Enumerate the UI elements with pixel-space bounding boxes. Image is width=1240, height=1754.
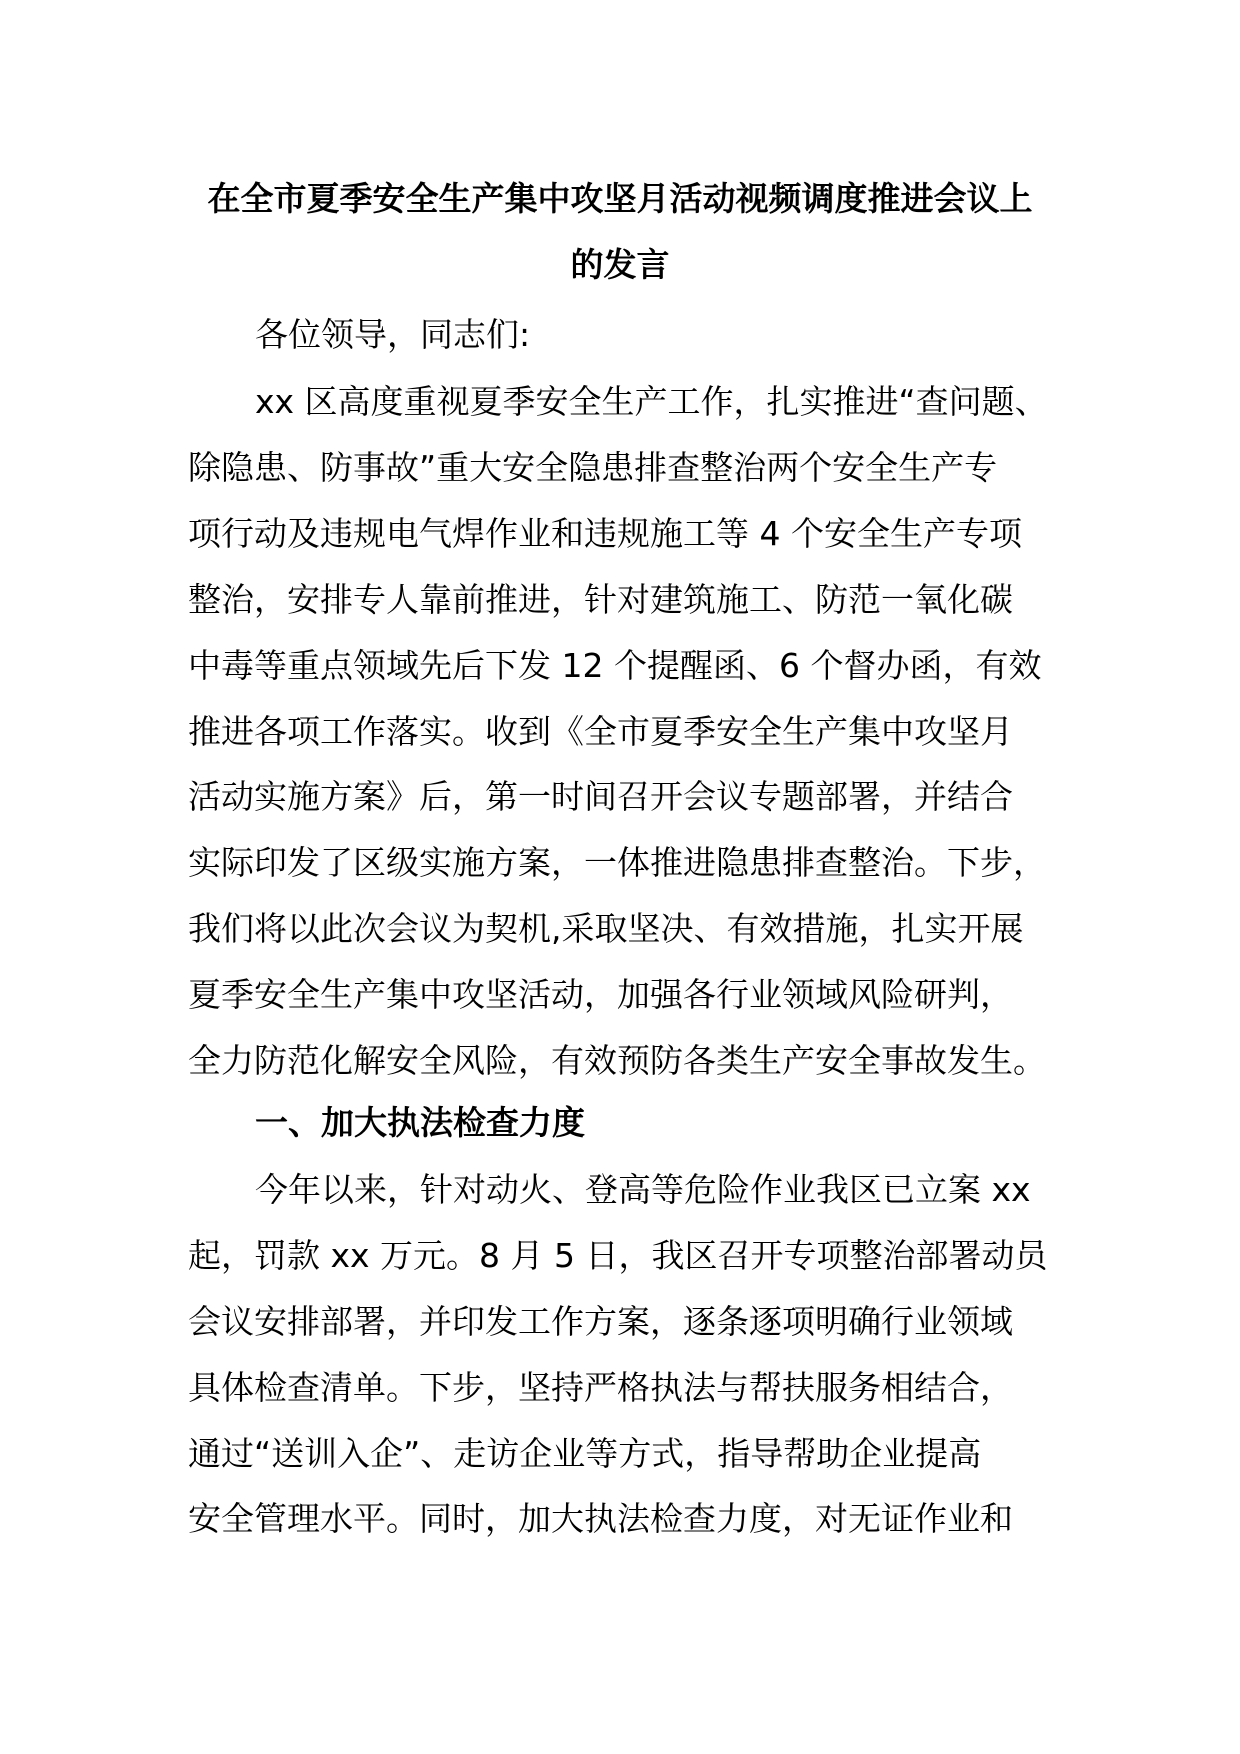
paragraph-line: 我们将以此次会议为契机,采取坚决、有效措施，扎实开展 <box>188 909 1024 948</box>
paragraph-line: 安全管理水平。同时，加大执法检查力度，对无证作业和 <box>188 1499 1013 1538</box>
paragraph-line: 通过“送训入企”、走访企业等方式，指导帮助企业提高 <box>188 1434 982 1473</box>
paragraph-line: 中毒等重点领域先后下发 12 个提醒函、6 个督办函，有效 <box>188 646 1042 685</box>
paragraph-line: 起，罚款 xx 万元。8 月 5 日，我区召开专项整治部署动员 <box>188 1236 1048 1275</box>
section-heading: 一、加大执法检查力度 <box>255 1103 585 1142</box>
paragraph-line: 实际印发了区级实施方案，一体推进隐患排查整治。下步， <box>188 843 1046 882</box>
paragraph-line: 活动实施方案》后，第一时间召开会议专题部署，并结合 <box>188 777 1013 816</box>
paragraph-line: 具体检查清单。下步，坚持严格执法与帮扶服务相结合， <box>188 1368 1013 1407</box>
paragraph-line: 全力防范化解安全风险，有效预防各类生产安全事故发生。 <box>188 1041 1046 1080</box>
paragraph-line: 除隐患、防事故”重大安全隐患排查整治两个安全生产专 <box>188 448 998 487</box>
paragraph-line: 今年以来，针对动火、登高等危险作业我区已立案 xx <box>255 1170 1031 1209</box>
paragraph-line: 推进各项工作落实。收到《全市夏季安全生产集中攻坚月 <box>188 712 1013 751</box>
paragraph-line: 项行动及违规电气焊作业和违规施工等 4 个安全生产专项 <box>188 514 1022 553</box>
document-title-line-1: 在全市夏季安全生产集中攻坚月活动视频调度推进会议上 <box>207 179 1033 218</box>
paragraph-line: 夏季安全生产集中攻坚活动，加强各行业领域风险研判， <box>188 975 1013 1014</box>
paragraph-line: 整治，安排专人靠前推进，针对建筑施工、防范一氧化碳 <box>188 580 1013 619</box>
paragraph-line: 会议安排部署，并印发工作方案，逐条逐项明确行业领域 <box>188 1302 1013 1341</box>
paragraph-line: xx 区高度重视夏季安全生产工作，扎实推进“查问题、 <box>255 382 1048 421</box>
document-title-line-2: 的发言 <box>570 245 670 284</box>
greeting: 各位领导，同志们: <box>255 315 531 354</box>
